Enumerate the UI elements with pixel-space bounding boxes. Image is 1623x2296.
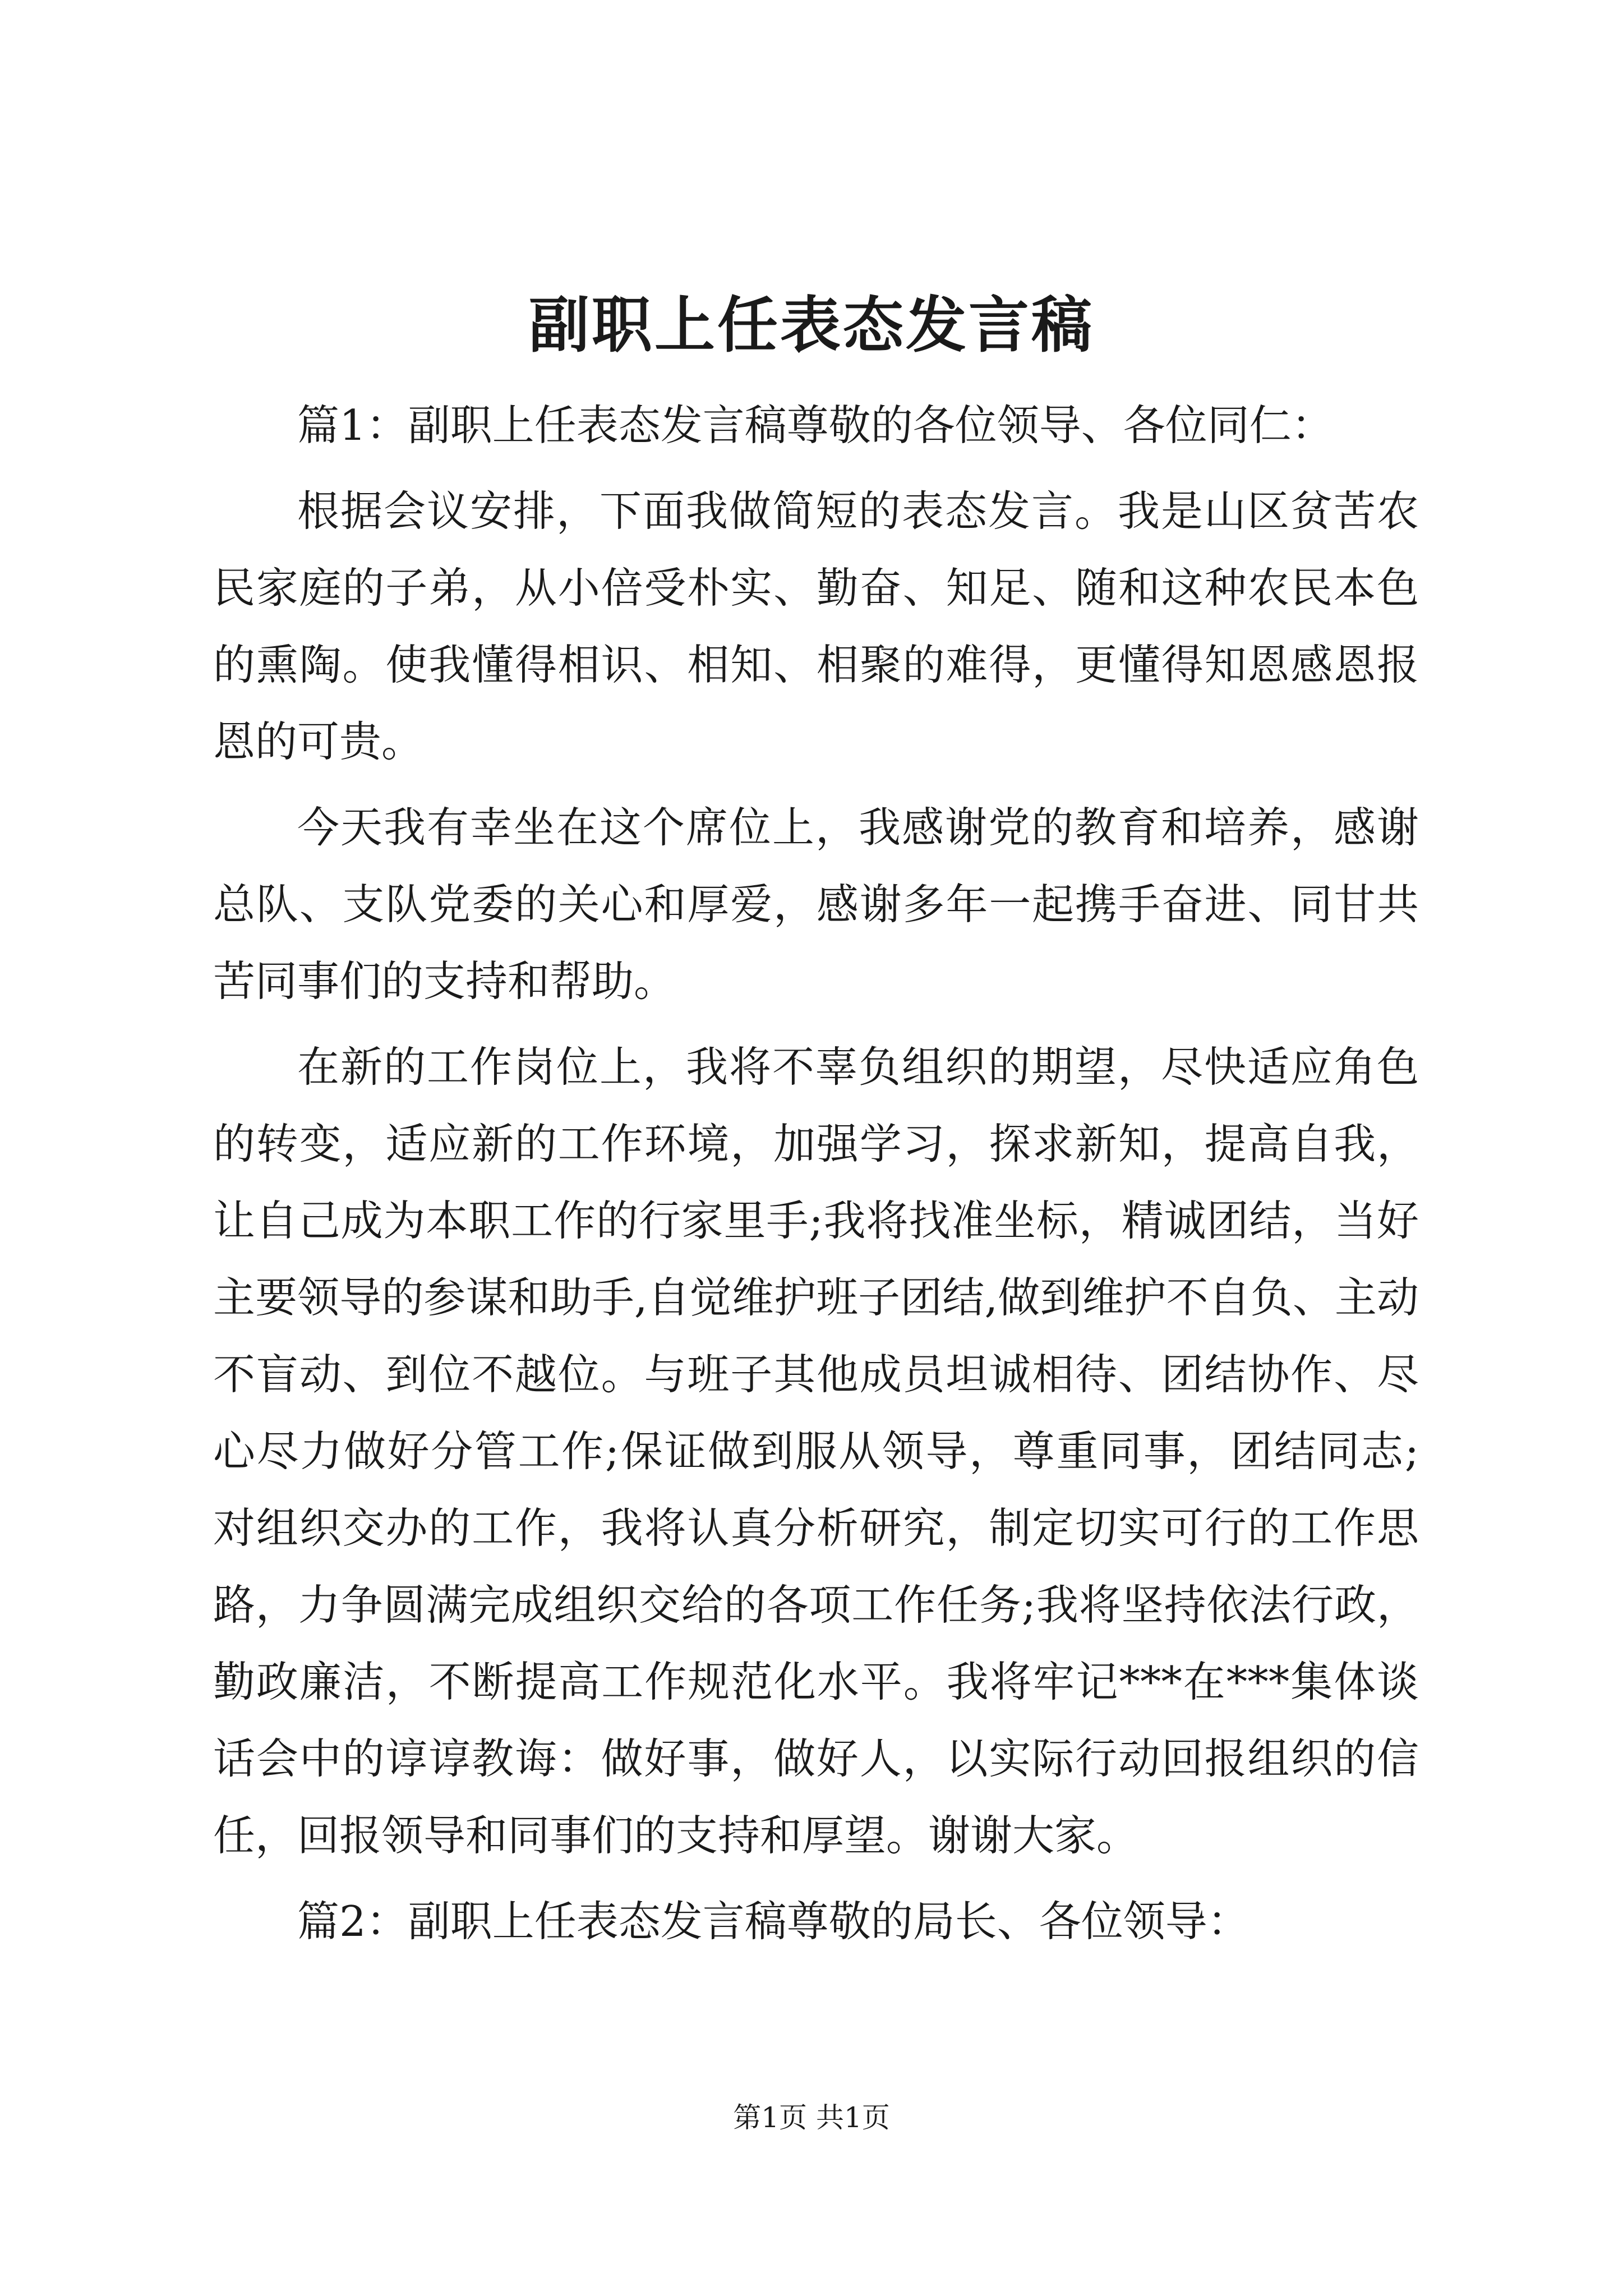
paragraph-2: 根据会议安排，下面我做简短的表态发言。我是山区贫苦农民家庭的子弟，从小倍受朴实、勤奋、知足、随和这种农民本色的熏陶。使我懂得相识、相知、相聚的难得，更懂得知恩感恩报恩的可贵。 [213,486,1419,766]
paragraph-1: 篇1：副职上任表态发言稿尊敬的各位领导、各位同仁： [297,401,1334,450]
paragraph-5: 篇2：副职上任表态发言稿尊敬的局长、各位领导： [297,1897,1249,1946]
document-title: 副职上任表态发言稿 [528,290,1094,361]
page-number: 第1页 共1页 [733,2101,890,2134]
document-body [213,387,1419,1969]
paragraph-4: 在新的工作岗位上，我将不辜负组织的期望，尽快适应角色的转变，适应新的工作环境，加强学习，探求新知，提高自我，让自己成为本职工作的行家里手;我将找准坐标，精诚团结，当好主要领导的参谋和助手,自觉维护班子团结,做到维护不自负、主动不盲动、到位不越位。与班子其他成员坦诚相待、团结协作、尽心尽力做好分管工作;保证做到服从领导，尊重同事，团结同志;对组织交办的工作，我将认真分析研究，制定切实可行的工作思路，力争圆满完成组织交给的各项工作任务;我将坚持依法行政，勤政廉洁，不断提高工作规范化水平。我将牢记***在***集体谈话会中的谆谆教诲：做好事，做好人，以实际行动回报组织的信任，回报领导和同事们的支持和厚望。谢谢大家。 [213,1042,1419,1860]
paragraph-3: 今天我有幸坐在这个席位上，我感谢党的教育和培养，感谢总队、支队党委的关心和厚爱，感谢多年一起携手奋进、同甘共苦同事们的支持和帮助。 [213,803,1419,1006]
